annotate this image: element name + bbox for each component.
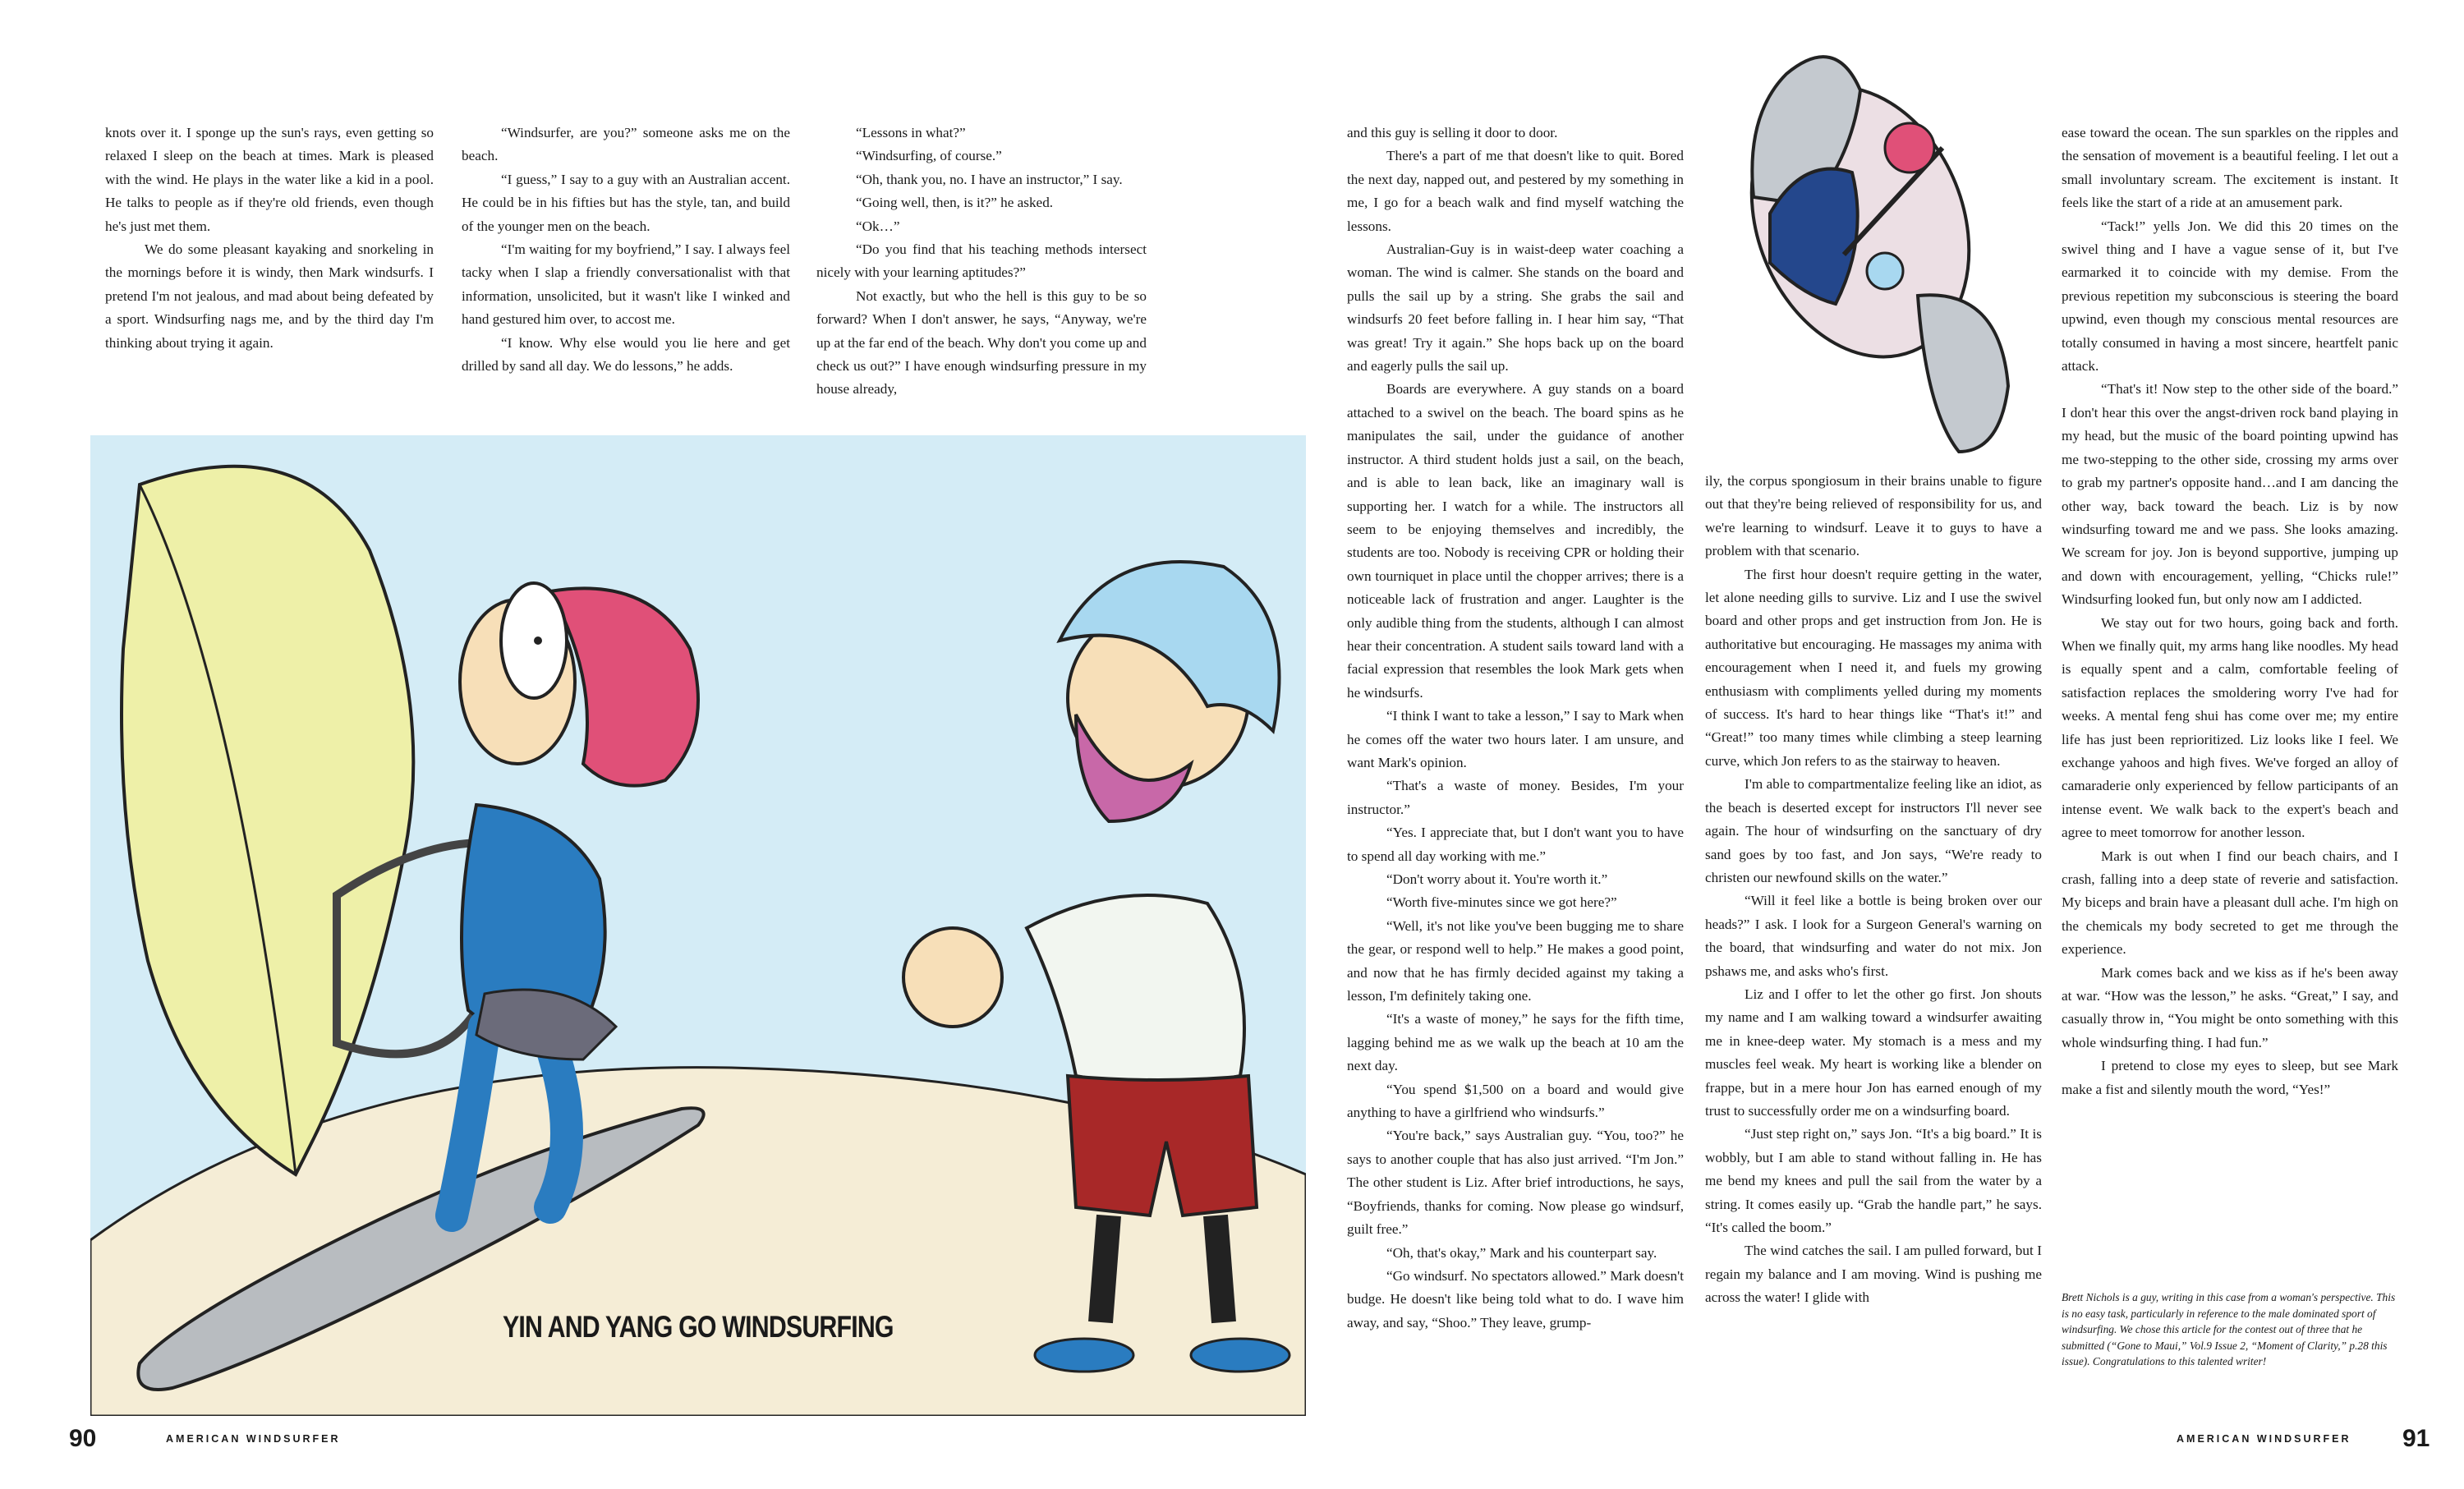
paragraph: ease toward the ocean. The sun sparkles on the ripples and the sensation of movement is a beautiful feeling. I let out a small involuntary scream. The excitement is instant. It feels like the start of a ride at an amusement park. bbox=[2062, 125, 2398, 211]
paragraph: “Windsurfing, of course.” bbox=[856, 148, 1002, 164]
paragraph: The wind catches the sail. I am pulled forward, but I regain my balance and I am moving. Wind is pushing me across the water! I glide with bbox=[1705, 1243, 2042, 1306]
left-column-1 bbox=[105, 122, 434, 355]
paragraph: “Worth five-minutes since we got here?” bbox=[1386, 894, 1617, 911]
paragraph: ily, the corpus spongiosum in their brains unable to figure out that they're being relieved of responsibility for us, and we're learning to windsurf. Leave it to guys to have a problem with that scenario. bbox=[1705, 473, 2042, 559]
paragraph: Boards are everywhere. A guy stands on a board attached to a swivel on the beach. The board spins as he manipulates the sail, under the guidance of another instructor. A third student holds just a sail, on the beach, and is able to lean back, like an imaginary wall is supporting her. I watch for a while. The instructors all seem to be enjoying themselves and incredibly, the students are too. Nobody is receiving CPR or holding their own tourniquet in place until the chopper arrives; there is a noticeable lack of frustration and anger. Laughter is the only audible thing from the students, although I can almost hear their concentration. A student sails toward land with a facial expression that resembles the look Mark gets when he windsurfs. bbox=[1347, 381, 1684, 701]
magazine-name: AMERICAN WINDSURFER bbox=[166, 1433, 341, 1445]
rotating-windsurfer-drawing bbox=[1737, 25, 2033, 468]
paragraph: Mark is out when I find our beach chairs, and I crash, falling into a deep state of reverie and satisfaction. My biceps and brain have a pleasant dull ache. I'm high on the chemicals my body secreted to get me through the experience. bbox=[2062, 848, 2398, 958]
paragraph: “That's it! Now step to the other side of the board.” I don't hear this over the angst-driven rock band playing in my head, but the music of the board pointing upwind has me two-stepping to the other side, crossing my arms over to grab my partner's opposite hand…and I am dancing the other way, back toward the beach. Liz is by now windsurfing toward me and we pass. She looks amazing. We scream for joy. Jon is beyond supportive, jumping up and down with encouragement, yelling, “Chicks rule!” Windsurfing looked fun, but only now am I addicted. bbox=[2062, 381, 2398, 608]
paragraph: “Just step right on,” says Jon. “It's a big board.” It is wobbly, but I am able to stand without falling in. He has me bend my knees and pull the sail from the water by a string. It comes easily up. “Grab the handle part,” he says. “It's called the boom.” bbox=[1705, 1126, 2042, 1235]
cartoon-illustration bbox=[90, 435, 1306, 1416]
paragraph: “Go windsurf. No spectators allowed.” Mark doesn't budge. He doesn't like being told what to do. I wave him away, and say, “Shoo.” They leave, grump- bbox=[1347, 1267, 1684, 1330]
illustration-caption: YIN AND YANG GO WINDSURFING bbox=[503, 1310, 894, 1344]
paragraph: “I think I want to take a lesson,” I say to Mark when he comes off the water two hours later. I am unsure, and want Mark's opinion. bbox=[1347, 708, 1684, 770]
paragraph: “I'm waiting for my boyfriend,” I say. I always feel tacky when I slap a friendly conversationalist with that information, unsolicited, but it wasn't like I winked and hand gestured him over, to accost me. bbox=[462, 241, 790, 328]
paragraph: “Will it feel like a bottle is being broken over our heads?” I ask. I look for a Surgeon General's warning on the board, that windsurfing and water do not mix. Jon pshaws me, and asks who's first. bbox=[1705, 893, 2042, 979]
paragraph: “Windsurfer, are you?” someone asks me on the beach. bbox=[462, 125, 790, 164]
paragraph: Not exactly, but who the hell is this guy to be so forward? When I don't answer, he says, “Anyway, we're up at the far end of the beach. Why don't you come up and check us out?” I have enough windsurfing pressure in my house already, bbox=[816, 287, 1147, 398]
paragraph: “Do you find that his teaching methods intersect nicely with your learning aptitudes?” bbox=[816, 241, 1147, 281]
paragraph: “I know. Why else would you lie here and get drilled by sand all day. We do lessons,” he adds. bbox=[462, 334, 790, 375]
left-folio bbox=[69, 1425, 341, 1453]
paragraph: We stay out for two hours, going back and forth. When we finally quit, my arms hang like noodles. My head is equally spent and a calm, comfortable feeling of satisfaction replaces the smoldering worry I've had for weeks. A mental feng shui has come over me; my entire life has just been reprioritized. Liz looks like I feel. We exchange yahoos and high fives. We've forged an alloy of camaraderie only experienced by fellow participants of an intense event. We walk back to the expert's beach and agree to meet tomorrow for another lesson. bbox=[2062, 614, 2398, 841]
paragraph: “Ok…” bbox=[856, 218, 900, 234]
paragraph: We do some pleasant kayaking and snorkeling in the mornings before it is windy, then Mark windsurfs. I pretend I'm not jealous, and mad about being defeated by a sport. Windsurfing nags me, and by the third day I'm thinking about trying it again. bbox=[105, 241, 434, 351]
paragraph: I pretend to close my eyes to sleep, but see Mark make a fist and silently mouth the word, “Yes!” bbox=[2062, 1058, 2398, 1097]
right-column-1 bbox=[1347, 122, 1684, 1335]
cartoon-drawing bbox=[90, 435, 1306, 1416]
paragraph: “Going well, then, is it?” he asked. bbox=[856, 195, 1054, 211]
paragraph: “You're back,” says Australian guy. “You, too?” he says to another couple that has also just arrived. “I'm Jon.” The other student is Liz. After brief introductions, he says, “Boyfriends, thanks for coming. Now please go windsurf, guilt free.” bbox=[1347, 1128, 1684, 1238]
paragraph: knots over it. I sponge up the sun's rays, even getting so relaxed I sleep on the beach at times. Mark is pleased with the wind. He plays in the water like a kid in a pool. He talks to people as if they're old friends, even though he's just met them. bbox=[105, 125, 434, 234]
left-column-2 bbox=[462, 122, 790, 378]
paragraph: “Lessons in what?” bbox=[856, 125, 966, 140]
paragraph: “Tack!” yells Jon. We did this 20 times on the swivel thing and I have a vague sense of it, but I've earmarked it to coincide with my demise. From the previous repetition my subconscious is steering the board upwind, even though my conscious mental resources are totally consumed in having a most sincere, heartfelt panic attack. bbox=[2062, 218, 2398, 375]
paragraph: “Don't worry about it. You're worth it.” bbox=[1386, 871, 1608, 887]
paragraph: “That's a waste of money. Besides, I'm your instructor.” bbox=[1347, 778, 1684, 817]
page-number: 90 bbox=[69, 1425, 97, 1452]
paragraph: Mark comes back and we kiss as if he's been away at war. “How was the lesson,” he asks. “Great,” I say, and casually throw in, “You might be onto something with this whole windsurfing thing. I had fun.” bbox=[2062, 964, 2398, 1050]
left-column-3 bbox=[816, 122, 1147, 402]
paragraph: “You spend $1,500 on a board and would give anything to have a girlfriend who windsurfs.” bbox=[1347, 1081, 1684, 1121]
paragraph: There's a part of me that doesn't like to quit. Bored the next day, napped out, and pestered by my something in me, I go for a beach walk and find myself watching the lessons. bbox=[1347, 148, 1684, 234]
paragraph: “Oh, that's okay,” Mark and his counterpart say. bbox=[1386, 1244, 1657, 1261]
paragraph: “Well, it's not like you've been bugging me to share the gear, or respond well to help.” He makes a good point, and now that he has firmly decided against my taking a lesson, I'm definitely taking one. bbox=[1347, 917, 1684, 1004]
paragraph: I'm able to compartmentalize feeling like an idiot, as the beach is deserted except for instructors I'll never see again. The hour of windsurfing on the sanctuary of dry sand goes by too fast, and Jon says, “We're ready to christen our newfound skills on the water.” bbox=[1705, 776, 2042, 885]
paragraph: “Yes. I appreciate that, but I don't want you to have to spend all day working with me.” bbox=[1347, 825, 1684, 864]
paragraph: “I guess,” I say to a guy with an Australian accent. He could be in his fifties but has the style, tan, and build of the younger men on the beach. bbox=[462, 171, 790, 234]
paragraph: “Oh, thank you, no. I have an instructor,” I say. bbox=[856, 171, 1123, 187]
paragraph: and this guy is selling it door to door. bbox=[1347, 125, 1558, 140]
right-column-3 bbox=[2062, 122, 2398, 1101]
paragraph: “It's a waste of money,” he says for the fifth time, lagging behind me as we walk up the beach at 10 am the next day. bbox=[1347, 1011, 1684, 1074]
paragraph: Australian-Guy is in waist-deep water coaching a woman. The wind is calmer. She stands on the board and pulls the sail up by a string. She grabs the sail and windsurfs 20 feet before falling in. I hear him say, “That was great! Try it again.” She hops back up on the board and eagerly pulls the sail up. bbox=[1347, 241, 1684, 375]
magazine-name: AMERICAN WINDSURFER bbox=[2177, 1433, 2351, 1445]
paragraph: The first hour doesn't require getting in the water, let alone needing gills to survive. Liz and I use the swivel board and other props and get instruction from Jon. He is authoritative but encouraging. He massages my anima with encouragement when I need it, and fuels my growing enthusiasm with compliments yelled during my moments of success. It's hard to hear things like “That's it!” and “Great!” too many times while climbing a steep learning curve, which Jon refers to as the stairway to heaven. bbox=[1705, 566, 2042, 769]
spot-illustration bbox=[1737, 25, 2033, 468]
page-number: 91 bbox=[2402, 1425, 2430, 1452]
author-note: Brett Nichols is a guy, writing in this case from a woman's perspective. This is no easy task, particularly in reference to the male dominated sport of windsurfing. We chose this article for the contest out of three that he submitted (“Gone to Maui,” Vol.9 Issue 2, “Moment of Clarity,” p.28 this issue). Congratulations to this talented writer! bbox=[2062, 1291, 2396, 1368]
paragraph: Liz and I offer to let the other go first. Jon shouts my name and I am walking toward a windsurfer awaiting me in knee-deep water. My stomach is a mess and my muscles feel weak. My heart is working like a blender on frappe, but in a mere hour Jon has earned enough of my trust to successfully order me on a windsurfing board. bbox=[1705, 986, 2042, 1119]
right-column-2 bbox=[1705, 470, 2042, 1310]
